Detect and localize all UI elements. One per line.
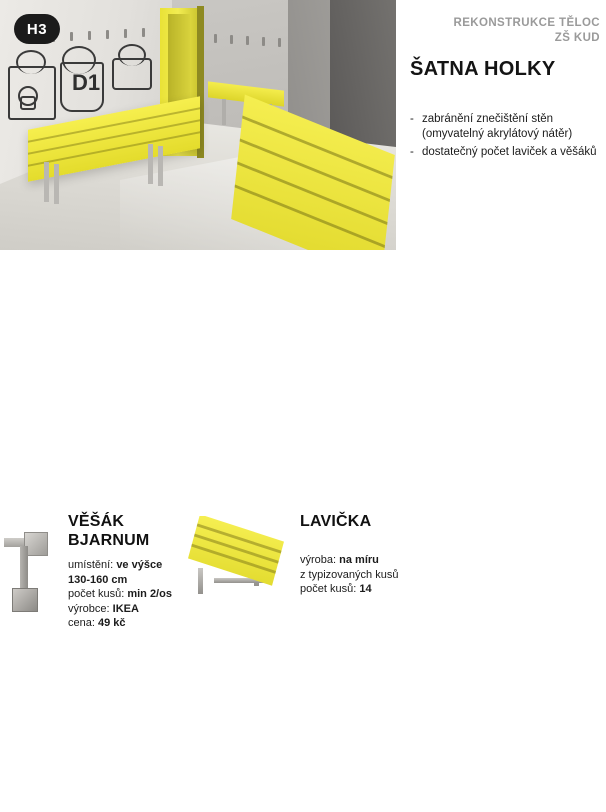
rendering-image — [0, 0, 396, 250]
spec-row — [68, 587, 178, 602]
spec-label: cena: — [68, 617, 95, 629]
wall-hook-icon — [246, 36, 249, 45]
project-header-line1: REKONSTRUKCE TĚLOC — [453, 17, 600, 29]
wall-hook-icon — [230, 35, 233, 44]
spec-label: počet kusů: — [68, 588, 125, 600]
bullet-dash: - — [410, 146, 414, 158]
spec-label: počet kusů: — [300, 583, 357, 595]
spec-value: 49 kč — [97, 617, 126, 629]
wall-hook-icon — [124, 29, 127, 38]
spec-row — [68, 573, 178, 588]
page-badge: H3 — [14, 14, 60, 44]
wall-hook-icon — [278, 38, 281, 47]
spec-value: min 2/os — [127, 588, 172, 600]
product-title: VĚŠÁK — [68, 513, 125, 530]
bullet-text: zabránění znečištění stěn (omyvatelný akrylátový nátěr) — [422, 113, 573, 140]
product-subtitle: BJARNUM — [68, 532, 150, 549]
wall-hook-icon — [214, 34, 217, 43]
product-specs — [300, 553, 430, 597]
hook-knob — [12, 588, 38, 612]
spec-value: ve výšce — [116, 559, 163, 571]
bench-main-legs — [40, 160, 170, 204]
spec-row — [68, 602, 178, 617]
wall-hook-icon — [262, 37, 265, 46]
spec-value: IKEA — [112, 602, 139, 615]
wall-hook-icon — [142, 28, 145, 37]
spec-row — [300, 568, 430, 583]
spec-label: výrobce: — [68, 602, 110, 615]
products-section — [0, 250, 606, 629]
spec-label: 130-160 cm — [68, 573, 128, 586]
wall-hook-icon — [106, 30, 109, 39]
wall-hook-icon — [70, 32, 73, 41]
right-text-column — [406, 0, 606, 250]
bullet-list — [410, 112, 606, 163]
spec-label: z typizovaných kusů — [300, 568, 399, 581]
project-header-line2: ZŠ KUD — [554, 32, 600, 44]
spec-row — [300, 582, 430, 597]
bag-doodle — [112, 58, 152, 90]
product-title: LAVIČKA — [300, 513, 372, 530]
wall-hook-icon — [88, 31, 91, 40]
spec-value: 14 — [359, 583, 372, 595]
page-title: ŠATNA HOLKY — [410, 58, 556, 80]
spec-row — [68, 558, 178, 573]
list-item — [410, 145, 606, 160]
product-hook-info — [68, 512, 178, 631]
spec-row — [68, 616, 178, 631]
bullet-dash: - — [410, 113, 414, 125]
spec-label: výroba: — [300, 554, 337, 566]
bench-secondary-leg — [222, 99, 226, 125]
hook-stem — [20, 546, 28, 592]
spec-row — [300, 553, 430, 568]
product-specs — [68, 558, 178, 631]
bench-product-image — [188, 516, 286, 608]
list-item — [410, 112, 606, 142]
bag-doodle-label: D1 — [72, 70, 101, 95]
project-header — [454, 16, 600, 46]
bag-detail-doodle — [20, 96, 36, 110]
product-bench-info — [300, 512, 430, 597]
spec-label: umístění: — [68, 559, 114, 571]
bullet-text: dostatečný počet laviček a věšáků — [422, 146, 597, 158]
spec-value: na míru — [339, 554, 379, 566]
